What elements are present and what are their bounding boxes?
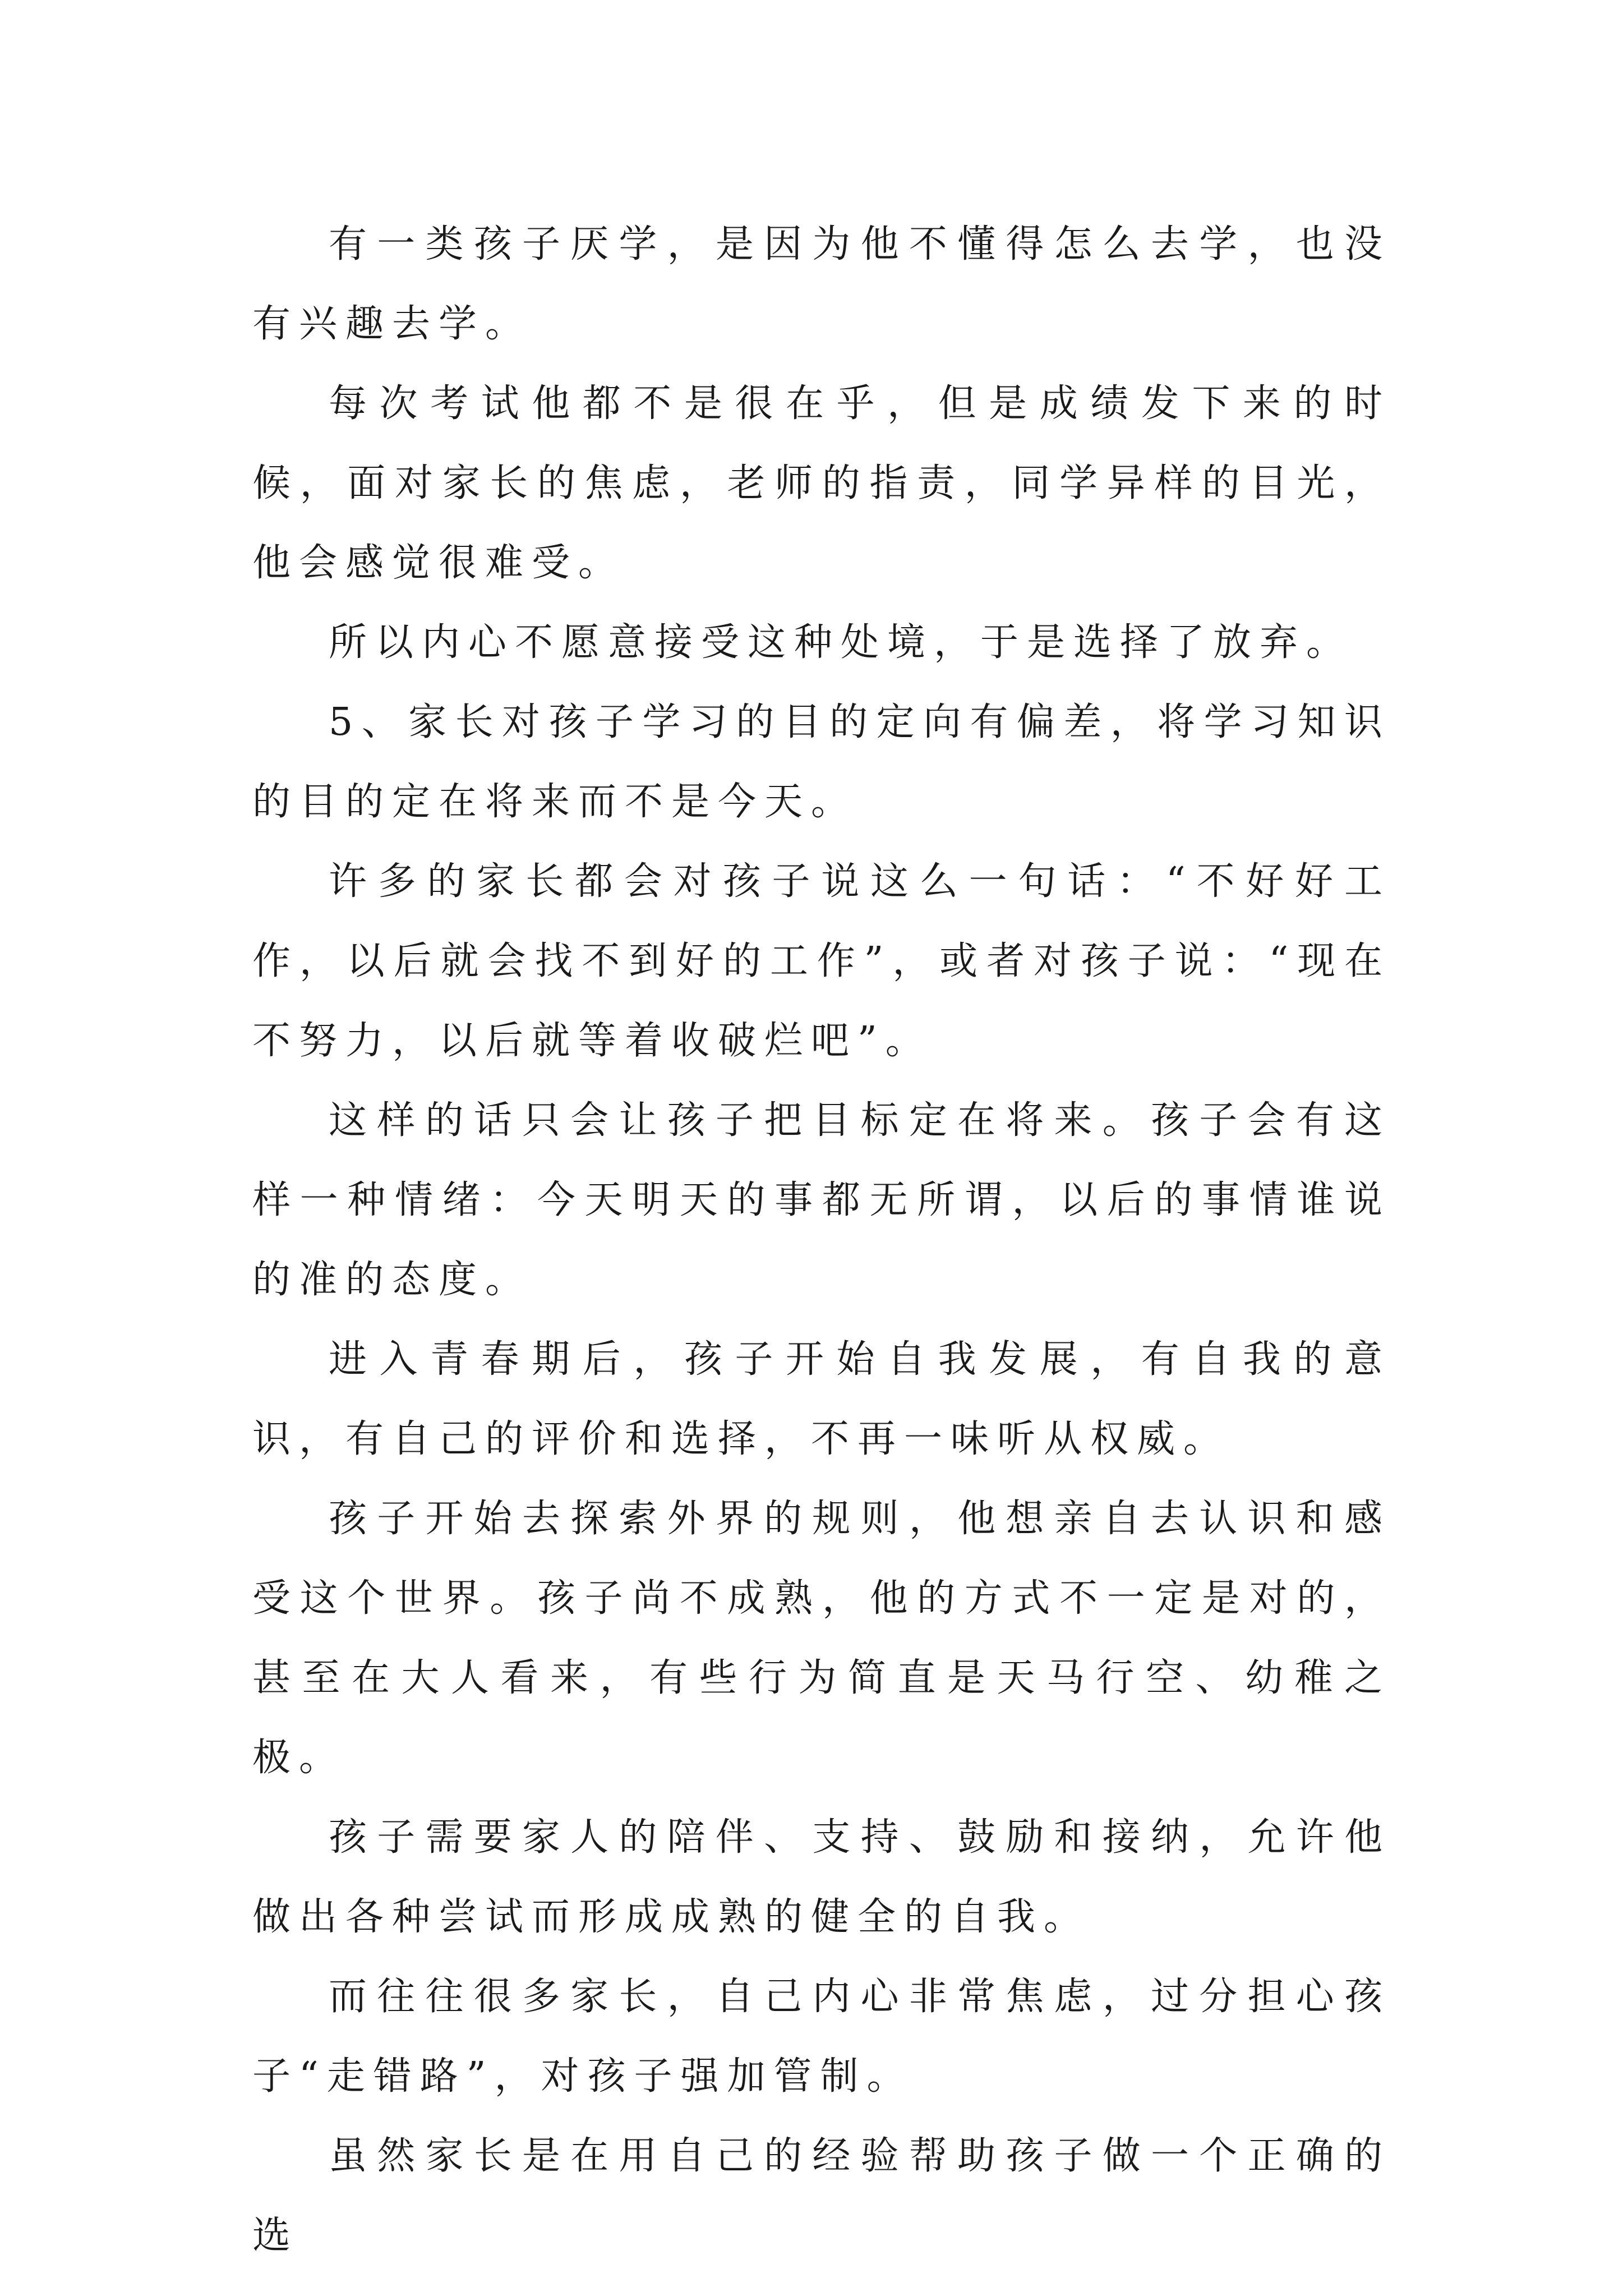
paragraph: 有一类孩子厌学，是因为他不懂得怎么去学，也没有兴趣去学。: [252, 222, 1391, 346]
paragraph: 而往往很多家长，自己内心非常焦虑，过分担心孩子“走错路”，对孩子强加管制。: [252, 1975, 1391, 2099]
paragraph: 每次考试他都不是很在乎，但是成绩发下来的时候，面对家长的焦虑，老师的指责，同学异样的目光，他会感觉很难受。: [252, 381, 1391, 585]
paragraph: 孩子需要家人的陪伴、支持、鼓励和接纳，允许他做出各种尝试而形成成熟的健全的自我。: [252, 1815, 1391, 1939]
paragraph: 虽然家长是在用自己的经验帮助孩子做一个正确的选: [252, 2134, 1391, 2258]
paragraph: 这样的话只会让孩子把目标定在将来。孩子会有这样一种情绪：今天明天的事都无所谓，以后的事情谁说的准的态度。: [252, 1098, 1391, 1302]
paragraph: 所以内心不愿意接受这种处境，于是选择了放弃。: [329, 620, 1353, 665]
paragraph: 进入青春期后，孩子开始自我发展，有自我的意识，有自己的评价和选择，不再一味听从权威。: [252, 1337, 1391, 1461]
document-body: [252, 205, 1391, 2276]
paragraph: 许多的家长都会对孩子说这么一句话：“不好好工作，以后就会找不到好的工作”，或者对孩子说：“现在不努力，以后就等着收破烂吧”。: [252, 859, 1391, 1063]
paragraph: 孩子开始去探索外界的规则，他想亲自去认识和感受这个世界。孩子尚不成熟，他的方式不一定是对的，甚至在大人看来，有些行为简直是天马行空、幼稚之极。: [252, 1497, 1391, 1780]
paragraph: 5、家长对孩子学习的目的定向有偏差，将学习知识的目的定在将来而不是今天。: [252, 700, 1391, 824]
